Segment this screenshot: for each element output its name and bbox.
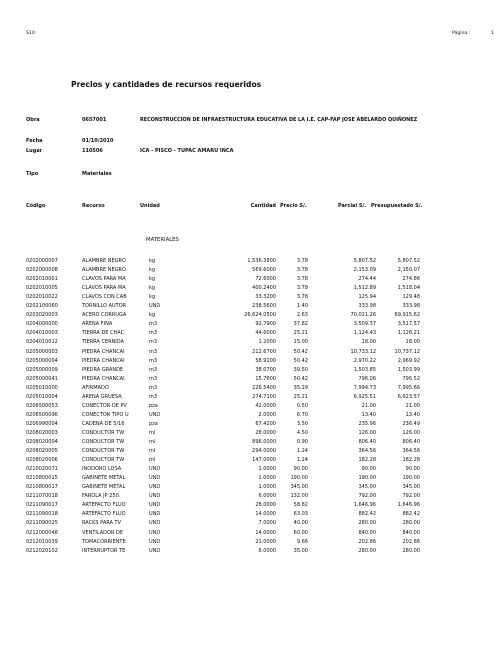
column-header-unidad: Unidad [140, 203, 160, 209]
resource-unit: UND [149, 502, 161, 509]
resource-code: 0210800015 [26, 475, 58, 482]
resource-quantity: 33.3200 [255, 294, 276, 301]
resource-quantity: 15.7600 [255, 375, 276, 382]
resource-budgeted: 129.48 [402, 294, 420, 301]
resource-price: 25.21 [293, 330, 308, 337]
table-row [0, 539, 500, 547]
resource-price: 60.00 [293, 529, 308, 536]
resource-unit: pza [149, 420, 158, 427]
column-header-recurso: Recurso [82, 203, 105, 209]
resource-code: 0210020071 [26, 466, 58, 473]
resource-budgeted: 1,126.21 [397, 330, 420, 337]
resource-partial: 1,124.43 [353, 330, 376, 337]
resource-partial: 70,021.26 [350, 312, 376, 319]
table-row [0, 502, 500, 510]
resource-description: GABINETE METAL [82, 484, 126, 491]
resource-quantity: 14.0000 [255, 529, 276, 536]
resource-quantity: 67.4200 [255, 420, 276, 427]
resource-description: CADENA DE 5/16 [82, 420, 125, 427]
resource-quantity: 569.6000 [252, 267, 276, 274]
resource-budgeted: 333.98 [402, 303, 420, 310]
resource-unit: UND [149, 303, 161, 310]
resource-code: 0208020005 [26, 448, 58, 455]
table-row [0, 466, 500, 474]
page-number: 1 [491, 31, 494, 36]
resource-price: 35.00 [293, 547, 308, 554]
resource-quantity: 212.6700 [252, 348, 276, 355]
resource-description: CLAVOS CON CAB [82, 294, 127, 301]
resource-price: 9.66 [296, 538, 308, 545]
resource-price: 37.82 [293, 321, 308, 328]
table-row [0, 385, 500, 393]
report-title: Precios y cantidades de recursos requeridos [71, 80, 262, 89]
resource-partial: 792.00 [358, 493, 376, 500]
resource-partial: 345.00 [358, 484, 376, 491]
resource-code: 0205010000 [26, 384, 58, 391]
table-row [0, 303, 500, 311]
resource-budgeted: 796.52 [402, 375, 420, 382]
resource-code: 0211090025 [26, 520, 58, 527]
resource-code: 0212020102 [26, 547, 58, 554]
resource-description: ACERO CORRUGA [82, 312, 127, 319]
resource-description: CLAVOS PARA MA [82, 285, 126, 292]
resource-description: ALAMBRE NEGRO [82, 267, 126, 274]
lugar-label: Lugar [26, 148, 43, 154]
resource-description: CONECTOR DE PV [82, 402, 127, 409]
resource-description: PIEDRA CHANCAI [82, 348, 125, 355]
resource-code: 0202000008 [26, 267, 58, 274]
resource-description: TOMACORRIENTE [82, 538, 126, 545]
resource-unit: UND [149, 475, 161, 482]
resource-budgeted: 182.28 [402, 457, 420, 464]
resource-code: 0206500096 [26, 411, 58, 418]
resource-description: CONDUCTOR TW [82, 439, 125, 445]
resource-code: 0205010004 [26, 393, 58, 400]
resource-unit: UND [149, 547, 161, 554]
resource-quantity: 7.0000 [258, 520, 276, 527]
resource-unit: m3 [149, 384, 158, 391]
table-row [0, 312, 500, 320]
table-row [0, 448, 500, 456]
resource-price: 345.00 [290, 484, 308, 491]
resource-code: 0212000048 [26, 529, 58, 536]
resource-price: 35.29 [293, 384, 308, 391]
resource-budgeted: 236.49 [402, 420, 420, 427]
resource-quantity: 92.7900 [255, 321, 276, 328]
resource-budgeted: 21.00 [405, 402, 420, 409]
column-header-presupuestado: Presupuestado S/. [371, 203, 423, 209]
resource-description: ALAMBRE NEGRO [82, 258, 126, 264]
resource-price: 50.42 [293, 375, 308, 382]
resource-quantity: 400.2400 [252, 285, 276, 292]
resource-partial: 90.00 [361, 466, 376, 473]
resource-partial: 125.94 [358, 294, 376, 301]
resource-unit: ml [149, 448, 156, 455]
resource-unit: m3 [149, 330, 158, 337]
resource-unit: UND [149, 466, 161, 473]
resource-price: 6.70 [296, 411, 308, 418]
resource-unit: UND [149, 484, 161, 491]
resource-price: 3.78 [296, 285, 308, 292]
resource-description: PIEDRA CHANCAI [82, 357, 125, 364]
resource-quantity: 238.5600 [252, 303, 276, 310]
resource-code: 0205000003 [26, 348, 58, 355]
section-title: MATERIALES [146, 237, 179, 243]
resource-budgeted: 18.00 [405, 339, 420, 346]
table-row [0, 321, 500, 329]
resource-description: TORNILLO AUTOR [82, 303, 127, 310]
resource-unit: UND [149, 511, 161, 518]
lugar-description: ICA - PISCO - TUPAC AMARU INCA [140, 148, 234, 154]
resource-budgeted: 69,915.62 [394, 312, 420, 319]
resource-budgeted: 274.86 [402, 276, 420, 283]
resource-budgeted: 6,923.57 [397, 393, 420, 400]
table-row [0, 367, 500, 375]
resource-price: 25.21 [293, 393, 308, 400]
resource-unit: UND [149, 520, 161, 527]
resource-quantity: 21.0000 [255, 538, 276, 545]
resource-quantity: 42.0000 [255, 402, 276, 409]
resource-partial: 1,646.96 [353, 502, 376, 509]
resource-unit: kg [149, 276, 156, 283]
resource-code: 0205000009 [26, 366, 58, 373]
resource-partial: 18.00 [361, 339, 376, 346]
table-row [0, 339, 500, 347]
resource-price: 50.42 [293, 357, 308, 364]
table-row [0, 457, 500, 465]
resource-quantity: 147.0000 [252, 457, 276, 464]
resource-quantity: 896.0000 [252, 439, 276, 445]
resource-quantity: 226.5400 [252, 384, 276, 391]
resource-description: ARTEFACTO FLUO [82, 502, 126, 509]
resource-code: 0202100060 [26, 303, 58, 310]
resource-code: 0206990004 [26, 420, 58, 427]
resource-unit: kg [149, 285, 156, 292]
resource-price: 4.50 [296, 429, 308, 436]
resource-partial: 796.06 [358, 375, 376, 382]
resource-unit: UND [149, 493, 161, 500]
resource-price: 3.78 [296, 276, 308, 283]
resource-quantity: 6.0000 [258, 493, 276, 500]
table-row [0, 493, 500, 501]
resource-partial: 3,509.37 [353, 321, 376, 328]
table-row [0, 511, 500, 519]
resource-partial: 21.00 [361, 402, 376, 409]
resource-partial: 190.00 [358, 475, 376, 482]
table-row [0, 403, 500, 411]
resource-budgeted: 10,737.12 [394, 348, 420, 355]
resource-code: 0210800017 [26, 484, 58, 491]
resource-quantity: 1.0000 [258, 466, 276, 473]
resource-code: 0211070018 [26, 493, 58, 500]
table-row [0, 520, 500, 528]
resource-quantity: 26,624.0500 [244, 312, 276, 319]
resource-description: CONDUCTOR TW [82, 457, 125, 464]
table-row [0, 484, 500, 492]
resource-price: 3.78 [296, 294, 308, 301]
obra-description: RECONSTRUCCION DE INFRAESTRUCTURA EDUCATIVA DE LA I.E. CAP-FAP JOSE ABELARDO QUIÑONEZ [140, 117, 418, 123]
resource-partial: 5,807.52 [353, 258, 376, 264]
resource-partial: 202.86 [358, 538, 376, 545]
table-row [0, 349, 500, 357]
resource-code: 0204010012 [26, 339, 58, 346]
resource-description: ARENA FINA [82, 321, 113, 328]
resource-quantity: 28.0000 [255, 429, 276, 436]
resource-budgeted: 13.40 [405, 411, 420, 418]
resource-budgeted: 882.42 [402, 511, 420, 518]
resource-code: 0206500053 [26, 402, 58, 409]
report-system-label: S10 [26, 31, 35, 36]
resource-code: 0208020003 [26, 429, 58, 436]
table-row [0, 475, 500, 483]
resource-unit: m3 [149, 393, 158, 400]
resource-partial: 882.42 [358, 511, 376, 518]
resource-budgeted: 190.00 [402, 475, 420, 482]
table-row [0, 276, 500, 284]
page-label: Página : [452, 31, 471, 36]
resource-quantity: 72.6000 [255, 276, 276, 283]
resource-partial: 1,512.89 [353, 285, 376, 292]
resource-budgeted: 1,646.96 [397, 502, 420, 509]
resource-partial: 2,970.22 [353, 357, 376, 364]
resource-budgeted: 202.86 [402, 538, 420, 545]
resource-unit: pza [149, 402, 158, 409]
table-row [0, 285, 500, 293]
resource-quantity: 1.2000 [258, 339, 276, 346]
resource-quantity: 1.0000 [258, 484, 276, 491]
resource-budgeted: 1,503.99 [397, 366, 420, 373]
resource-quantity: 14.0000 [255, 511, 276, 518]
resource-partial: 13.40 [361, 411, 376, 418]
resource-budgeted: 5,807.52 [397, 258, 420, 264]
resource-price: 1.24 [296, 457, 308, 464]
resource-price: 1.24 [296, 448, 308, 455]
resource-description: RACKS PARA TV [82, 520, 122, 527]
table-row [0, 358, 500, 366]
lugar-code: 110506 [82, 148, 103, 154]
resource-budgeted: 280.00 [402, 520, 420, 527]
resource-unit: ml [149, 457, 156, 464]
resource-partial: 6,925.51 [353, 393, 376, 400]
resource-price: 15.00 [293, 339, 308, 346]
resource-description: FAROLA JP 250. [82, 493, 121, 500]
resource-code: 0202010022 [26, 294, 58, 301]
resource-unit: UND [149, 538, 161, 545]
tipo-label: Tipo [26, 171, 39, 177]
resource-quantity: 274.7100 [252, 393, 276, 400]
table-row [0, 376, 500, 384]
resource-price: 2.63 [296, 312, 308, 319]
resource-quantity: 1.0000 [258, 475, 276, 482]
obra-label: Obra [26, 117, 40, 123]
resource-price: 3.50 [296, 420, 308, 427]
resource-description: INTERRUPTOR TE [82, 547, 126, 554]
resource-code: 0205000041 [26, 375, 58, 382]
resource-price: 40.00 [293, 520, 308, 527]
resource-partial: 364.56 [358, 448, 376, 455]
resource-budgeted: 806.40 [402, 439, 420, 445]
resource-partial: 280.00 [358, 547, 376, 554]
column-header-precio: Precio S/. [280, 203, 307, 209]
resource-budgeted: 840.00 [402, 529, 420, 536]
resource-partial: 126.00 [358, 429, 376, 436]
resource-budgeted: 2,150.07 [397, 267, 420, 274]
resource-code: 0208020006 [26, 457, 58, 464]
resource-unit: ml [149, 429, 156, 436]
resource-budgeted: 3,517.57 [397, 321, 420, 328]
resource-description: PIEDRA CHANCAI [82, 375, 125, 382]
resource-description: AFIRMADO [82, 384, 109, 391]
resource-code: 0205000004 [26, 357, 58, 364]
table-row [0, 394, 500, 402]
resource-budgeted: 792.00 [402, 493, 420, 500]
table-row [0, 439, 500, 447]
resource-code: 0202010005 [26, 285, 58, 292]
resource-unit: ml [149, 439, 156, 445]
resource-price: 132.00 [290, 493, 308, 500]
resource-unit: m3 [149, 339, 158, 346]
fecha-label: Fecha [26, 138, 43, 144]
resource-unit: kg [149, 258, 156, 264]
column-header-parcial: Parcial S/. [338, 203, 367, 209]
resource-price: 90.00 [293, 466, 308, 473]
resource-partial: 10,733.12 [350, 348, 376, 355]
resource-code: 0204010003 [26, 330, 58, 337]
resource-quantity: 294.0000 [252, 448, 276, 455]
resource-code: 0203020003 [26, 312, 58, 319]
resource-price: 0.50 [296, 402, 308, 409]
resource-unit: kg [149, 312, 156, 319]
resource-price: 3.78 [296, 258, 308, 264]
resource-quantity: 28.0000 [255, 502, 276, 509]
resource-description: ARTEFACTO FLUO [82, 511, 126, 518]
resource-code: 0202010001 [26, 276, 58, 283]
tipo-value: Materiales [82, 171, 112, 177]
resource-budgeted: 126.00 [402, 429, 420, 436]
table-row [0, 421, 500, 429]
resource-price: 190.00 [290, 475, 308, 482]
resource-partial: 7,994.73 [353, 384, 376, 391]
resource-description: VENTILADOR DE [82, 529, 124, 536]
resource-description: CONDUCTOR TW [82, 448, 125, 455]
resource-description: TIERRA CERNIDA [82, 339, 124, 346]
resource-price: 1.40 [296, 303, 308, 310]
resource-partial: 280.00 [358, 520, 376, 527]
table-row [0, 430, 500, 438]
resource-code: 0202000007 [26, 258, 58, 264]
obra-code: 0657001 [82, 117, 107, 123]
table-row [0, 267, 500, 275]
resource-budgeted: 280.00 [402, 547, 420, 554]
table-row [0, 330, 500, 338]
resource-budgeted: 1,518.04 [397, 285, 420, 292]
resource-price: 3.78 [296, 267, 308, 274]
resource-partial: 840.00 [358, 529, 376, 536]
resource-unit: UND [149, 529, 161, 536]
resource-partial: 274.44 [358, 276, 376, 283]
table-row [0, 412, 500, 420]
resource-description: CLAVOS PARA MA [82, 276, 126, 283]
resource-partial: 806.40 [358, 439, 376, 445]
resource-code: 0204000000 [26, 321, 58, 328]
resource-unit: m3 [149, 321, 158, 328]
resource-budgeted: 7,995.66 [397, 384, 420, 391]
resource-budgeted: 90.00 [405, 466, 420, 473]
resource-description: PIEDRA GRANDE [82, 366, 124, 373]
resource-description: GABINETE METAL [82, 475, 126, 482]
resource-price: 63.03 [293, 511, 308, 518]
resource-quantity: 1,536.3800 [247, 258, 276, 264]
fecha-value: 01/10/2010 [82, 138, 114, 144]
resource-budgeted: 345.00 [402, 484, 420, 491]
resource-price: 50.42 [293, 348, 308, 355]
resource-unit: kg [149, 294, 156, 301]
resource-unit: m3 [149, 366, 158, 373]
resource-budgeted: 2,969.92 [397, 357, 420, 364]
resource-quantity: 58.9100 [255, 357, 276, 364]
resource-unit: m3 [149, 357, 158, 364]
resource-partial: 235.96 [358, 420, 376, 427]
resource-unit: kg [149, 267, 156, 274]
resource-partial: 1,503.85 [353, 366, 376, 373]
resource-description: TIERRA DE CHAC [82, 330, 125, 337]
column-header-cantidad: Cantidad [250, 203, 276, 209]
resource-quantity: 44.6000 [255, 330, 276, 337]
resource-code: 0212010039 [26, 538, 58, 545]
resource-quantity: 8.0000 [258, 547, 276, 554]
table-row [0, 530, 500, 538]
resource-unit: UND [149, 411, 161, 418]
resource-partial: 182.28 [358, 457, 376, 464]
table-row [0, 258, 500, 266]
table-row [0, 548, 500, 556]
resource-code: 0211090018 [26, 511, 58, 518]
resource-price: 58.82 [293, 502, 308, 509]
resource-budgeted: 364.56 [402, 448, 420, 455]
column-header-codigo: Código [26, 203, 46, 209]
resource-description: INODORO LOSA [82, 466, 122, 473]
resource-quantity: 38.0700 [255, 366, 276, 373]
resource-description: CONDUCTOR TW [82, 429, 125, 436]
resource-code: 0208020004 [26, 439, 58, 445]
resource-code: 0211090017 [26, 502, 58, 509]
resource-unit: m3 [149, 375, 158, 382]
resource-price: 39.50 [293, 366, 308, 373]
resource-partial: 333.98 [358, 303, 376, 310]
resource-description: CONECTOR TIPO U [82, 411, 129, 418]
resource-partial: 2,153.09 [353, 267, 376, 274]
resource-price: 0.90 [296, 439, 308, 445]
resource-unit: m3 [149, 348, 158, 355]
resource-description: ARENA GRUESA [82, 393, 122, 400]
table-row [0, 294, 500, 302]
resource-quantity: 2.0000 [258, 411, 276, 418]
